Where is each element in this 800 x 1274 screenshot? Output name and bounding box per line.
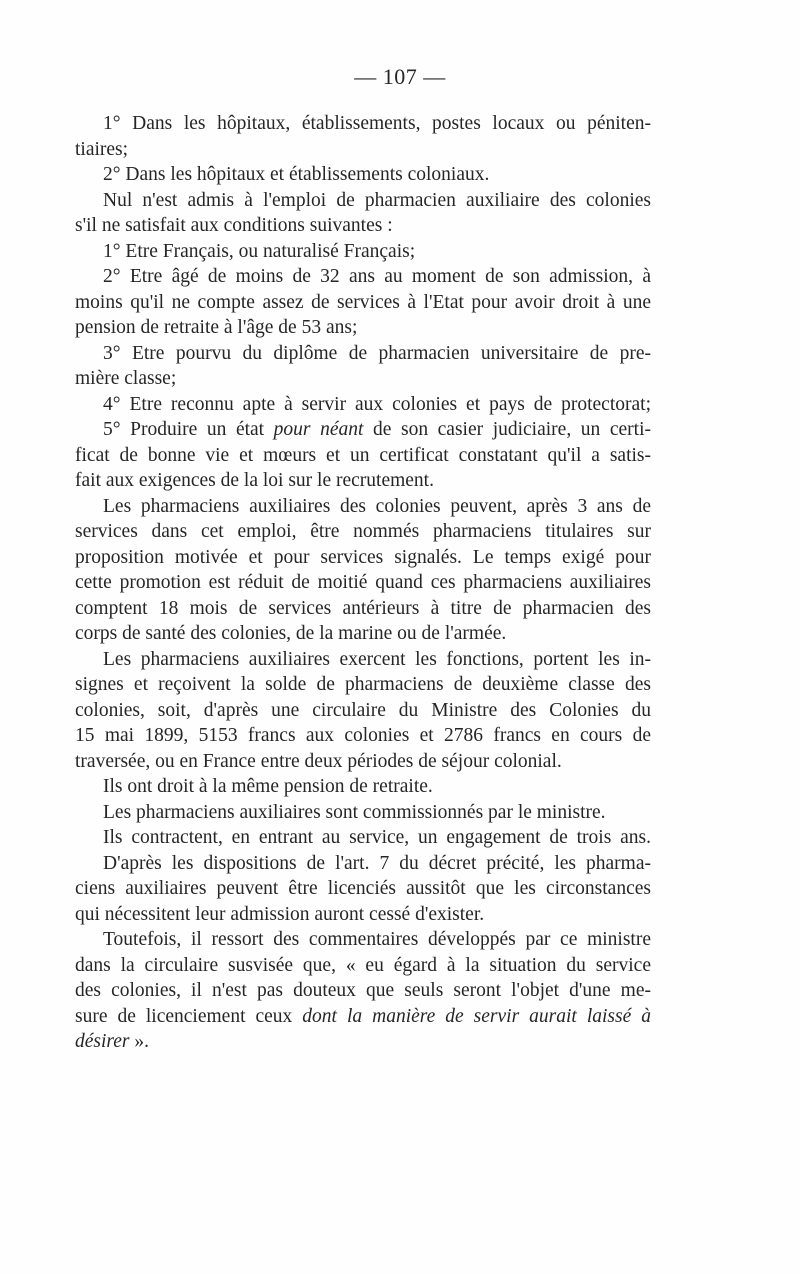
italic-phrase: désirer [75, 1031, 130, 1052]
text-line: corps de santé des colonies, de la marine ou de l'armée. [75, 623, 507, 644]
text-line: proposition motivée et pour services signalés. Le temps exigé pour [75, 546, 651, 568]
text-line: Les pharmaciens auxiliaires des colonies peuvent, après 3 ans de [103, 495, 651, 517]
text-line: Ils ont droit à la même pension de retraite. [103, 776, 433, 797]
text-line: des colonies, il n'est pas douteux que seuls seront l'objet d'une me- [75, 980, 651, 1001]
italic-phrase: pour néant [273, 419, 364, 440]
text-line: pension de retraite à l'âge de 53 ans; [75, 317, 358, 338]
text-line: 2° Dans les hôpitaux et établissements coloniaux. [103, 164, 490, 185]
text-line: Les pharmaciens auxiliaires exercent les fonctions, portent les in- [103, 648, 651, 670]
text-line: ciens auxiliaires peuvent être licenciés aussitôt que les circonstances [75, 878, 651, 899]
text-line: Toutefois, il ressort des commentaires développés par ce ministre [103, 929, 651, 950]
text-line: D'après les dispositions de l'art. 7 du décret précité, les pharma- [103, 852, 651, 874]
text-line: 1° Dans les hôpitaux, établissements, postes locaux ou péniten- [103, 113, 651, 134]
text-line: cette promotion est réduit de moitié quand ces pharmaciens auxiliaires [75, 572, 651, 593]
text-line: 5° Produire un état pour néant de son casier judiciaire, un certi- [103, 419, 651, 440]
page-number: — 107 — [354, 64, 446, 89]
body-text [75, 111, 651, 1055]
text-line: Nul n'est admis à l'emploi de pharmacien auxiliaire des colonies [103, 189, 651, 211]
text-line: Ils contractent, en entrant au service, un engagement de trois ans. [103, 827, 651, 848]
text-line: 3° Etre pourvu du diplôme de pharmacien universitaire de pre- [103, 342, 651, 364]
text-line: ficat de bonne vie et mœurs et un certificat constatant qu'il a satis- [75, 444, 651, 466]
text-line: sure de licenciement ceux dont la manière de servir aurait laissé à [75, 1005, 651, 1027]
text-line: 15 mai 1899, 5153 francs aux colonies et 2786 francs en cours de [75, 725, 651, 746]
text-line: s'il ne satisfait aux conditions suivantes : [75, 215, 393, 236]
text-line: 1° Etre Français, ou naturalisé Français; [103, 240, 416, 262]
text-line: qui nécessitent leur admission auront cessé d'exister. [75, 903, 485, 925]
text-line: services dans cet emploi, être nommés pharmaciens titulaires sur [75, 521, 651, 542]
text-line: 4° Etre reconnu apte à servir aux colonies et pays de protectorat; [103, 393, 651, 415]
italic-phrase: dont la manière de servir aurait laissé à [302, 1005, 651, 1027]
text-line: désirer ». [75, 1031, 150, 1052]
text-line: mière classe; [75, 368, 177, 389]
text-line: tiaires; [75, 138, 129, 160]
text-line: signes et reçoivent la solde de pharmaciens de deuxième classe des [75, 674, 651, 695]
text-line: Les pharmaciens auxiliaires sont commissionnés par le ministre. [103, 801, 606, 823]
text-line: traversée, ou en France entre deux périodes de séjour colonial. [75, 750, 562, 772]
text-line: dans la circulaire susvisée que, « eu égard à la situation du service [75, 954, 651, 976]
text-line: comptent 18 mois de services antérieurs à titre de pharmacien des [75, 597, 651, 619]
text-line: colonies, soit, d'après une circulaire du Ministre des Colonies du [75, 699, 651, 721]
text-line: fait aux exigences de la loi sur le recrutement. [75, 470, 434, 491]
text-line: 2° Etre âgé de moins de 32 ans au moment de son admission, à [103, 266, 651, 287]
text-line: moins qu'il ne compte assez de services à l'Etat pour avoir droit à une [75, 291, 651, 313]
